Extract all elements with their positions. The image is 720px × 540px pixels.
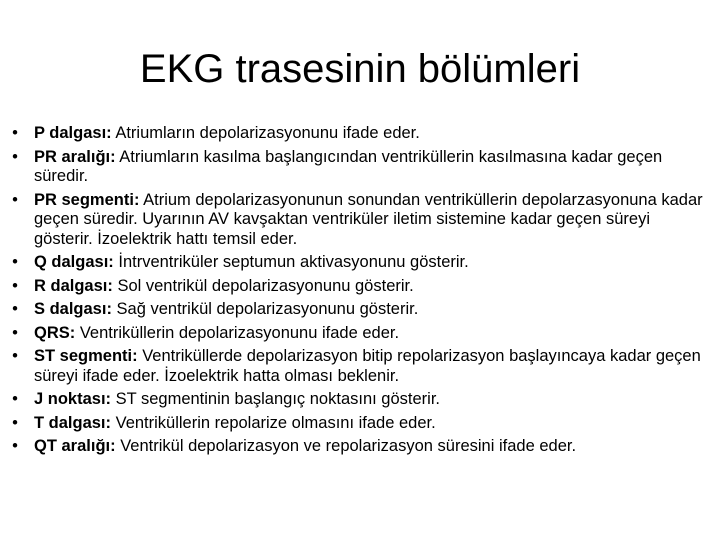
bullet-text: Ventriküllerin repolarize olmasını ifade eder. [111, 413, 436, 432]
bullet-term: Q dalgası: [34, 253, 114, 271]
bullet-item-pr-araligi [0, 148, 712, 187]
bullet-item-p-dalgasi [0, 124, 712, 144]
bullet-item-j-noktasi [0, 390, 712, 410]
bullet-dot-icon: • [12, 190, 18, 209]
bullet-term: T dalgası: [34, 413, 112, 432]
bullet-term: PR segmenti: [34, 190, 140, 209]
bullet-term: QT aralığı: [34, 437, 116, 455]
bullet-text: Sol ventrikül depolarizasyonunu gösterir. [112, 276, 414, 295]
bullet-dot-icon: • [12, 253, 18, 271]
bullet-term: PR aralığı: [34, 147, 116, 166]
bullet-item-qt-araligi [0, 437, 712, 457]
bullet-dot-icon: • [12, 300, 18, 318]
bullet-dot-icon: • [12, 347, 18, 365]
bullet-dot-icon: • [12, 276, 18, 295]
bullet-dot-icon: • [12, 413, 18, 432]
bullet-term: P dalgası: [34, 124, 112, 142]
bullet-item-q-dalgasi [0, 253, 712, 273]
bullet-list [0, 124, 712, 461]
bullet-text: Ventrikül depolarizasyon ve repolarizasyon süresini ifade eder. [115, 437, 577, 455]
bullet-text: Atriumların kasılma başlangıcından ventriküllerin kasılmasına kadar geçen süredir. [34, 147, 663, 185]
bullet-term: S dalgası: [34, 300, 112, 318]
bullet-dot-icon: • [12, 147, 18, 166]
bullet-text: Ventriküllerde depolarizasyon bitip repolarizasyon başlayıncaya kadar geçen süreyi ifade eder. İzoelektrik hatta olması beklenir. [34, 347, 701, 385]
bullet-term: QRS: [34, 323, 76, 342]
bullet-text: Atriumların depolarizasyonunu ifade eder. [111, 124, 420, 142]
bullet-text: Ventriküllerin depolarizasyonunu ifade eder. [75, 323, 400, 342]
bullet-item-s-dalgasi [0, 300, 712, 320]
bullet-term: J noktası: [34, 390, 112, 408]
bullet-dot-icon: • [12, 437, 18, 455]
bullet-item-qrs [0, 324, 712, 344]
bullet-dot-icon: • [12, 323, 18, 342]
bullet-item-st-segmenti [0, 347, 712, 386]
slide-title: EKG trasesinin bölümleri [139, 47, 581, 91]
bullet-item-pr-segmenti [0, 191, 712, 250]
bullet-item-t-dalgasi [0, 414, 712, 434]
bullet-dot-icon: • [12, 124, 18, 142]
bullet-dot-icon: • [12, 390, 18, 408]
bullet-text: ST segmentinin başlangıç noktasını gösterir. [111, 390, 440, 408]
bullet-term: ST segmenti: [34, 347, 138, 365]
bullet-term: R dalgası: [34, 276, 113, 295]
bullet-text: Atrium depolarizasyonunun sonundan ventriküllerin depolarzasyonuna kadar geçen süredir. Uyarının AV kavşaktan ventriküler iletim sistemine kadar geçen süreyi gösterir. İzoelektrik hattı temsil eder. [34, 190, 703, 248]
bullet-text: İntrventriküler septumun aktivasyonunu gösterir. [113, 253, 469, 271]
bullet-text: Sağ ventrikül depolarizasyonunu gösterir. [111, 300, 419, 318]
bullet-item-r-dalgasi [0, 277, 712, 297]
